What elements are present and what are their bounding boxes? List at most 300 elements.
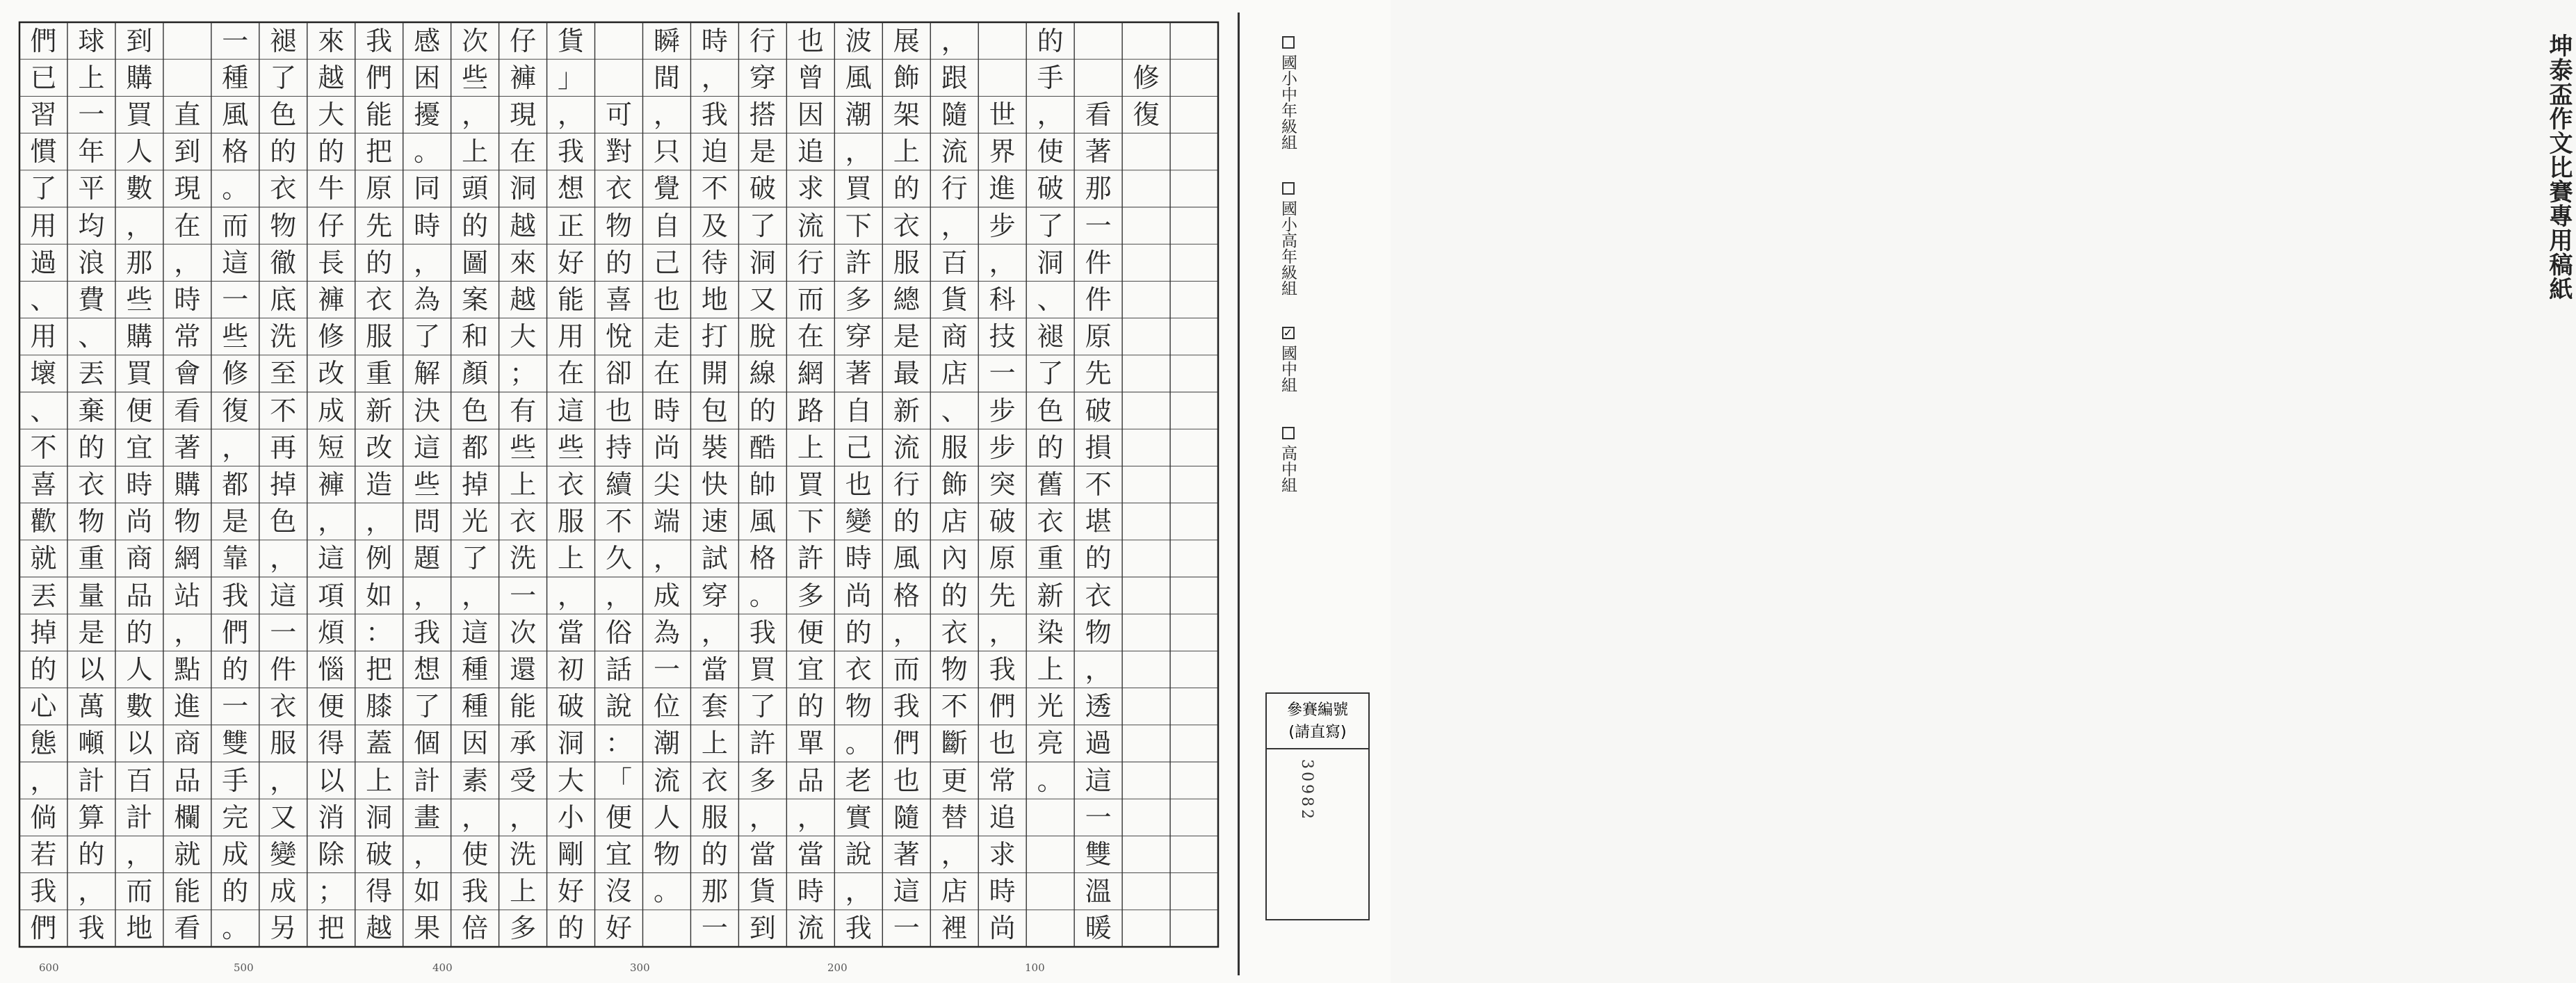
essay-character: 位 xyxy=(653,691,680,722)
essay-character: 是 xyxy=(78,617,105,648)
option-elementary-upper[interactable] xyxy=(1277,182,1299,296)
essay-character: 地 xyxy=(701,284,728,315)
essay-character: 因 xyxy=(462,728,489,759)
essay-character: 一 xyxy=(653,654,680,685)
essay-character: 一 xyxy=(222,284,249,315)
essay-character: 許 xyxy=(797,543,824,574)
essay-character: 煩 xyxy=(318,617,345,648)
essay-character: 潮 xyxy=(653,728,680,759)
essay-character: 商 xyxy=(941,321,968,352)
essay-character: 隨 xyxy=(941,99,968,130)
essay-character: 地 xyxy=(126,913,153,944)
essay-character: 大 xyxy=(558,765,585,796)
essay-character: 時 xyxy=(653,395,680,426)
essay-character: 風 xyxy=(893,543,920,574)
essay-character: 的 xyxy=(701,839,728,870)
essay-character: 均 xyxy=(78,210,105,241)
essay-character: 進 xyxy=(174,691,201,722)
essay-character: 服 xyxy=(893,247,920,278)
essay-character: 追 xyxy=(989,802,1016,833)
essay-character: 。 xyxy=(653,876,680,907)
essay-character: 膝 xyxy=(366,691,393,722)
essay-character: 費 xyxy=(78,284,105,315)
essay-character: 了 xyxy=(414,691,441,722)
essay-character: 的 xyxy=(270,136,297,168)
essay-character: 在 xyxy=(174,210,201,241)
essay-character: 舊 xyxy=(1037,469,1064,500)
essay-character: 也 xyxy=(797,25,824,56)
essay-character: 洗 xyxy=(510,543,537,574)
essay-character: 走 xyxy=(653,321,680,352)
essay-character xyxy=(596,60,642,96)
essay-character: 求 xyxy=(797,173,824,204)
essay-character: 人 xyxy=(126,136,153,168)
essay-character: 不 xyxy=(270,395,297,426)
essay-character: ， xyxy=(414,580,441,611)
essay-character: 衣 xyxy=(605,173,632,204)
essay-character: 喜 xyxy=(30,469,57,500)
essay-character: 丟 xyxy=(78,358,105,389)
essay-character: ； xyxy=(510,358,537,389)
essay-character: 品 xyxy=(797,765,824,796)
essay-character: 尖 xyxy=(653,469,680,500)
essay-character: 色 xyxy=(462,395,489,426)
essay-character: ， xyxy=(558,580,585,611)
essay-character: 這 xyxy=(893,876,920,907)
essay-character: 對 xyxy=(605,136,632,168)
essay-character: 倘 xyxy=(30,802,57,833)
essay-character: ， xyxy=(78,876,105,907)
essay-character: 波 xyxy=(845,25,872,56)
essay-character: 不 xyxy=(701,173,728,204)
essay-character: ， xyxy=(270,765,297,796)
scale-mark: 500 xyxy=(234,961,254,974)
essay-character: 也 xyxy=(845,469,872,500)
essay-character: 步 xyxy=(989,395,1016,426)
essay-character: 衣 xyxy=(558,469,585,500)
essay-character: 、 xyxy=(78,321,105,352)
essay-character: 重 xyxy=(366,358,393,389)
essay-character: 步 xyxy=(989,210,1016,241)
essay-character: 了 xyxy=(30,173,57,204)
essay-character: 了 xyxy=(749,210,776,241)
essay-character: 不 xyxy=(605,506,632,537)
essay-character: 修 xyxy=(1133,62,1160,93)
essay-character: 洞 xyxy=(558,728,585,759)
essay-character: 惱 xyxy=(318,654,345,685)
essay-character: 們 xyxy=(366,62,393,93)
essay-character: 不 xyxy=(941,691,968,722)
essay-character: 感 xyxy=(414,25,441,56)
essay-character: 掉 xyxy=(270,469,297,500)
essay-character: 尚 xyxy=(126,506,153,537)
essay-character: 宜 xyxy=(126,432,153,463)
essay-character: 物 xyxy=(941,654,968,685)
essay-character: 實 xyxy=(845,802,872,833)
essay-character: 了 xyxy=(1037,210,1064,241)
essay-character: 棄 xyxy=(78,395,105,426)
essay-character: 也 xyxy=(989,728,1016,759)
essay-character: 帥 xyxy=(749,469,776,500)
essay-character: 褲 xyxy=(318,284,345,315)
essay-character: 復 xyxy=(222,395,249,426)
essay-character: ， xyxy=(510,802,537,833)
essay-character: 架 xyxy=(893,99,920,130)
essay-character: ， xyxy=(845,876,872,907)
essay-character: 衣 xyxy=(1085,580,1112,611)
essay-character: 雙 xyxy=(222,728,249,759)
essay-character: 個 xyxy=(414,728,441,759)
essay-character: 顏 xyxy=(462,358,489,389)
essay-character: 直 xyxy=(174,99,201,130)
essay-character: 而 xyxy=(893,654,920,685)
essay-character: 買 xyxy=(797,469,824,500)
essay-character: 當 xyxy=(558,617,585,648)
essay-character: 手 xyxy=(1037,62,1064,93)
essay-character: 可 xyxy=(605,99,632,130)
essay-character: 的 xyxy=(1037,432,1064,463)
contestant-id-label xyxy=(1267,694,1368,749)
essay-character: 能 xyxy=(174,876,201,907)
essay-character: 原 xyxy=(366,173,393,204)
essay-character: 物 xyxy=(1085,617,1112,648)
essay-character: 了 xyxy=(749,691,776,722)
essay-character: 多 xyxy=(845,284,872,315)
essay-character: 及 xyxy=(701,210,728,241)
essay-character: 的 xyxy=(893,506,920,537)
essay-character: 貨 xyxy=(749,876,776,907)
essay-character: 再 xyxy=(270,432,297,463)
essay-character: 時 xyxy=(174,284,201,315)
essay-character: 修 xyxy=(318,321,345,352)
essay-character: 時 xyxy=(126,469,153,500)
essay-character: 說 xyxy=(605,691,632,722)
essay-character: ， xyxy=(174,617,201,648)
essay-character: 一 xyxy=(1085,802,1112,833)
essay-character: 解 xyxy=(414,358,441,389)
essay-character: 過 xyxy=(1085,728,1112,759)
essay-character: 老 xyxy=(845,765,872,796)
essay-character: 待 xyxy=(701,247,728,278)
essay-character: 次 xyxy=(462,25,489,56)
essay-character: 看 xyxy=(1085,99,1112,130)
essay-character: 下 xyxy=(845,210,872,241)
essay-character xyxy=(596,23,642,59)
essay-character: ， xyxy=(701,62,728,93)
essay-character: 心 xyxy=(30,691,57,722)
essay-character: 到 xyxy=(749,913,776,944)
essay-character: 以 xyxy=(126,728,153,759)
essay-character: 總 xyxy=(893,284,920,315)
essay-character: 、 xyxy=(30,284,57,315)
essay-character: 也 xyxy=(893,765,920,796)
essay-character: 把 xyxy=(366,654,393,685)
essay-character: 先 xyxy=(366,210,393,241)
essay-character: 在 xyxy=(797,321,824,352)
essay-character: 打 xyxy=(701,321,728,352)
checkbox-elementary-upper[interactable] xyxy=(1282,182,1295,195)
essay-character: 、 xyxy=(30,395,57,426)
essay-character: ， xyxy=(174,247,201,278)
essay-character: ， xyxy=(941,25,968,56)
essay-character: 決 xyxy=(414,395,441,426)
essay-character: 迫 xyxy=(701,136,728,168)
option-label-elementary-upper: 國小高年級組 xyxy=(1279,200,1297,296)
essay-character: ， xyxy=(270,543,297,574)
essay-character: 們 xyxy=(893,728,920,759)
essay-character: 復 xyxy=(1133,99,1160,130)
essay-character: 店 xyxy=(941,358,968,389)
essay-character: 承 xyxy=(510,728,537,759)
essay-character: 丟 xyxy=(30,580,57,611)
essay-character: 堪 xyxy=(1085,506,1112,537)
essay-character: 「 xyxy=(605,765,632,796)
essay-character: 行 xyxy=(941,173,968,204)
essay-character: 損 xyxy=(1085,432,1112,463)
essay-character: 暖 xyxy=(1085,913,1112,944)
essay-character: 便 xyxy=(318,691,345,722)
essay-character: 網 xyxy=(797,358,824,389)
essay-character: 我 xyxy=(749,617,776,648)
essay-character: 原 xyxy=(1085,321,1112,352)
essay-character: 斷 xyxy=(941,728,968,759)
essay-character: 潮 xyxy=(845,99,872,130)
essay-character: 衣 xyxy=(941,617,968,648)
essay-character: 風 xyxy=(749,506,776,537)
essay-character: 種 xyxy=(462,691,489,722)
essay-character: 。 xyxy=(222,913,249,944)
contestant-id-box xyxy=(1265,692,1370,920)
essay-character: 這 xyxy=(558,395,585,426)
essay-character: 我 xyxy=(366,25,393,56)
essay-character: 新 xyxy=(893,395,920,426)
essay-character: 衣 xyxy=(366,284,393,315)
essay-character: 了 xyxy=(1037,358,1064,389)
essay-character: 包 xyxy=(701,395,728,426)
essay-character: 上 xyxy=(462,136,489,168)
essay-character: 習 xyxy=(30,99,57,130)
essay-character: 的 xyxy=(797,691,824,722)
essay-character: ， xyxy=(1085,654,1112,685)
essay-character: 衣 xyxy=(701,765,728,796)
essay-character: 些 xyxy=(126,284,153,315)
essay-character: 球 xyxy=(78,25,105,56)
essay-character: 頭 xyxy=(462,173,489,204)
essay-character: 最 xyxy=(893,358,920,389)
essay-character: 我 xyxy=(222,580,249,611)
essay-character: ； xyxy=(318,876,345,907)
essay-character: 一 xyxy=(989,358,1016,389)
essay-character: 品 xyxy=(174,765,201,796)
essay-character: 洞 xyxy=(749,247,776,278)
essay-character: 持 xyxy=(605,432,632,463)
essay-character: 案 xyxy=(462,284,489,315)
essay-character: 好 xyxy=(605,913,632,944)
essay-character: 人 xyxy=(653,802,680,833)
essay-character: 。 xyxy=(845,728,872,759)
essay-character: 上 xyxy=(893,136,920,168)
essay-character: 買 xyxy=(126,358,153,389)
essay-character: 變 xyxy=(845,506,872,537)
essay-character: 也 xyxy=(653,284,680,315)
essay-character: 開 xyxy=(701,358,728,389)
essay-character: 格 xyxy=(893,580,920,611)
essay-character: 就 xyxy=(30,543,57,574)
essay-character: 慣 xyxy=(30,136,57,168)
essay-character: 只 xyxy=(653,136,680,168)
essay-character: 使 xyxy=(462,839,489,870)
essay-character: 常 xyxy=(174,321,201,352)
contestant-id-value[interactable]: 30982 xyxy=(1298,759,1315,822)
essay-character: 當 xyxy=(797,839,824,870)
essay-character: 靠 xyxy=(222,543,249,574)
essay-character: 突 xyxy=(989,469,1016,500)
essay-character: 這 xyxy=(318,543,345,574)
essay-character: 想 xyxy=(558,173,585,204)
essay-character: 己 xyxy=(845,432,872,463)
essay-character: 便 xyxy=(797,617,824,648)
essay-character: 不 xyxy=(30,432,57,463)
option-junior-high[interactable] xyxy=(1277,327,1299,393)
option-elementary-middle[interactable] xyxy=(1277,36,1299,150)
essay-character: ， xyxy=(941,839,968,870)
essay-character: 越 xyxy=(510,284,537,315)
essay-character: 的 xyxy=(605,247,632,278)
essay-character: 購 xyxy=(174,469,201,500)
essay-character: 的 xyxy=(222,654,249,685)
essay-character: 路 xyxy=(797,395,824,426)
essay-character: 上 xyxy=(78,62,105,93)
essay-character: 的 xyxy=(126,617,153,648)
essay-character: 一 xyxy=(893,913,920,944)
essay-character: 間 xyxy=(653,62,680,93)
essay-character: 買 xyxy=(749,654,776,685)
essay-character: ， xyxy=(1037,99,1064,130)
essay-character: 酷 xyxy=(749,432,776,463)
essay-character: 造 xyxy=(366,469,393,500)
essay-character: 仔 xyxy=(318,210,345,241)
checkbox-junior-high[interactable]: ✓ xyxy=(1282,327,1295,339)
essay-character: 手 xyxy=(222,765,249,796)
form-title: 坤泰盃作文比賽專用稿紙 xyxy=(2545,33,2573,301)
essay-character: 件 xyxy=(1085,247,1112,278)
essay-character: 噸 xyxy=(78,728,105,759)
essay-character: 這 xyxy=(222,247,249,278)
essay-character: 浪 xyxy=(78,247,105,278)
essay-character: 衣 xyxy=(78,469,105,500)
essay-character: 單 xyxy=(797,728,824,759)
option-label-senior-high: 高中組 xyxy=(1279,445,1297,493)
essay-character: 種 xyxy=(222,62,249,93)
essay-character: 服 xyxy=(270,728,297,759)
essay-character: 久 xyxy=(605,543,632,574)
essay-character: 們 xyxy=(989,691,1016,722)
essay-character: ， xyxy=(941,210,968,241)
essay-character: 步 xyxy=(989,432,1016,463)
essay-character: 我 xyxy=(414,617,441,648)
essay-character: 些 xyxy=(414,469,441,500)
essay-character: 倍 xyxy=(462,913,489,944)
essay-character: 先 xyxy=(1085,358,1112,389)
essay-character: 我 xyxy=(989,654,1016,685)
essay-character: 破 xyxy=(366,839,393,870)
checkbox-elementary-middle[interactable] xyxy=(1282,36,1295,49)
essay-character: 。 xyxy=(749,580,776,611)
option-senior-high[interactable] xyxy=(1277,427,1299,493)
essay-character: 又 xyxy=(749,284,776,315)
essay-character: 的 xyxy=(462,210,489,241)
essay-character: 卻 xyxy=(605,358,632,389)
essay-character: 色 xyxy=(1037,395,1064,426)
essay-character: 新 xyxy=(1037,580,1064,611)
scale-mark: 100 xyxy=(1025,961,1045,974)
essay-character: 掉 xyxy=(462,469,489,500)
essay-character: 是 xyxy=(893,321,920,352)
essay-character: 圖 xyxy=(462,247,489,278)
essay-character: 己 xyxy=(653,247,680,278)
essay-character: 、 xyxy=(941,395,968,426)
essay-character: 的 xyxy=(558,913,585,944)
scale-mark: 300 xyxy=(630,961,650,974)
essay-character: ： xyxy=(366,617,393,648)
essay-character: 那 xyxy=(701,876,728,907)
essay-character: 光 xyxy=(462,506,489,537)
essay-character: 。 xyxy=(414,136,441,168)
essay-character: 衣 xyxy=(1037,506,1064,537)
essay-character: 展 xyxy=(893,25,920,56)
essay-character: 褪 xyxy=(1037,321,1064,352)
essay-character: 若 xyxy=(30,839,57,870)
essay-character: 變 xyxy=(270,839,297,870)
essay-character: 成 xyxy=(318,395,345,426)
essay-character: 許 xyxy=(749,728,776,759)
essay-character: 物 xyxy=(653,839,680,870)
essay-character: 飾 xyxy=(941,469,968,500)
essay-character: 下 xyxy=(797,506,824,537)
essay-character: 追 xyxy=(797,136,824,168)
checkbox-senior-high[interactable] xyxy=(1282,427,1295,439)
essay-character: 行 xyxy=(797,247,824,278)
essay-character: 服 xyxy=(558,506,585,537)
essay-character: 透 xyxy=(1085,691,1112,722)
essay-character: ， xyxy=(414,247,441,278)
essay-character: 上 xyxy=(1037,654,1064,685)
essay-character: 格 xyxy=(222,136,249,168)
essay-character: 時 xyxy=(845,543,872,574)
essay-character: ， xyxy=(653,99,680,130)
essay-character: 掉 xyxy=(30,617,57,648)
essay-character: 歡 xyxy=(30,506,57,537)
essay-character: 果 xyxy=(414,913,441,944)
essay-character: 問 xyxy=(414,506,441,537)
essay-character: 困 xyxy=(414,62,441,93)
essay-character: 的 xyxy=(845,617,872,648)
essay-character: 物 xyxy=(270,210,297,241)
essay-character: ， xyxy=(462,802,489,833)
essay-character: ， xyxy=(893,617,920,648)
essay-character: 新 xyxy=(366,395,393,426)
essay-character: 同 xyxy=(414,173,441,204)
essay-character: 物 xyxy=(174,506,201,537)
essay-character: 到 xyxy=(174,136,201,168)
essay-character: 續 xyxy=(605,469,632,500)
essay-character: 物 xyxy=(845,691,872,722)
essay-character: 題 xyxy=(414,543,441,574)
essay-character: 為 xyxy=(414,284,441,315)
essay-character: 了 xyxy=(414,321,441,352)
essay-character: 行 xyxy=(749,25,776,56)
essay-character: 沒 xyxy=(605,876,632,907)
